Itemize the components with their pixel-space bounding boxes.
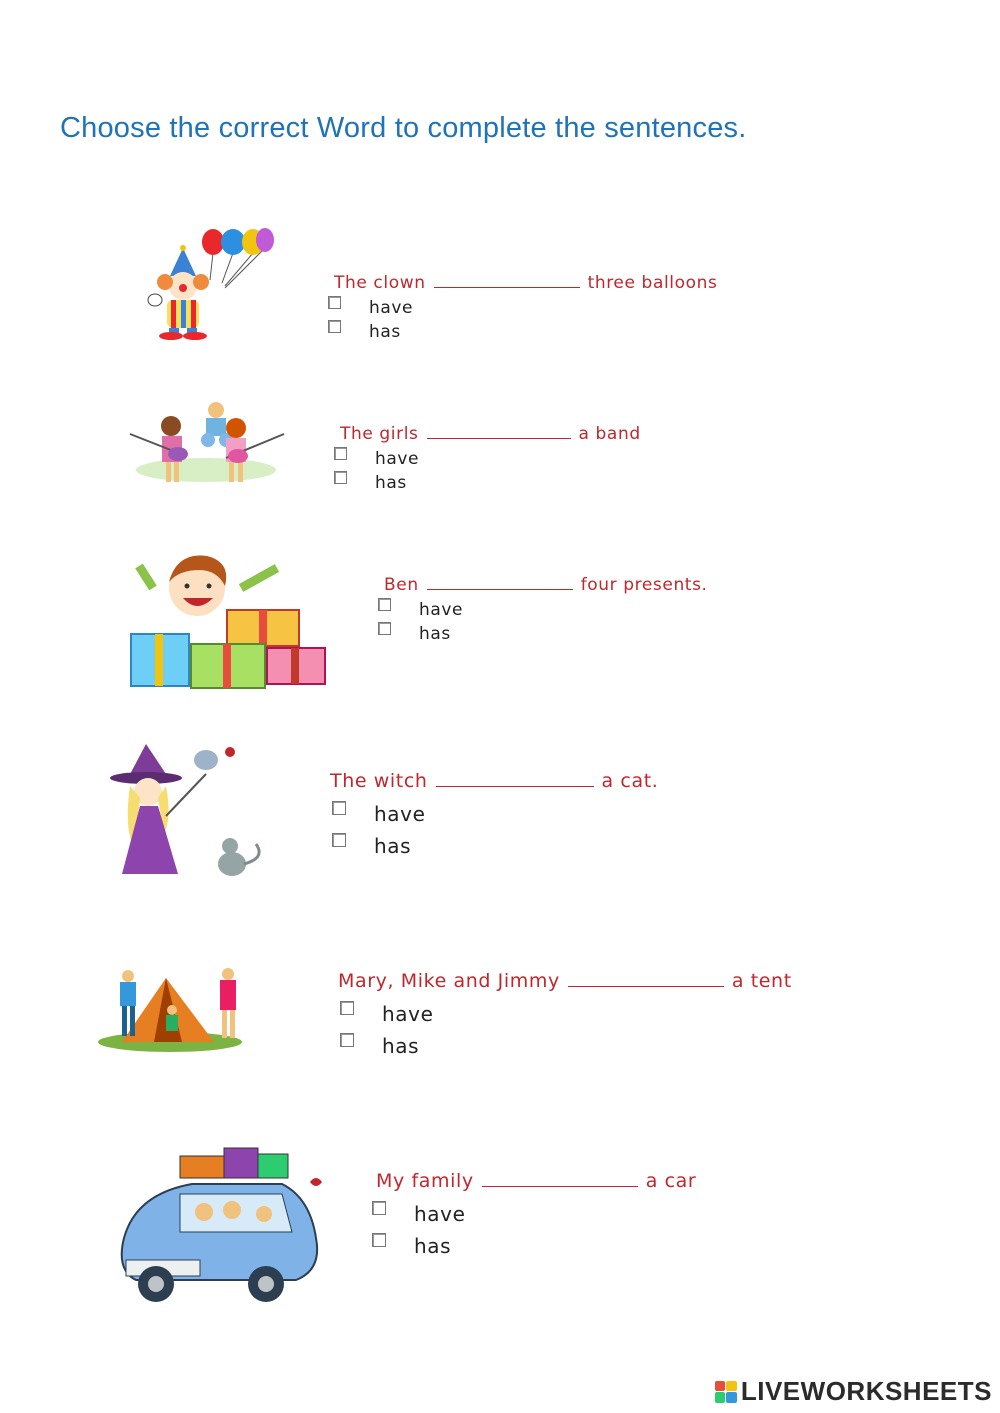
sentence-1 [334,273,717,293]
option-label: have [414,1202,466,1226]
girls-band-icon [126,398,288,490]
page-title: Choose the correct Word to complete the sentences. [60,112,747,144]
option-has[interactable] [334,473,407,493]
sentence-start: The witch [330,770,428,792]
brand-footer [715,1376,992,1407]
option-have[interactable] [334,449,419,469]
option-label: have [382,1002,434,1026]
answer-blank [434,273,580,288]
family-car-icon [96,1138,328,1308]
sentence-end: a car [645,1170,697,1192]
option-label: have [374,802,426,826]
option-label: has [382,1034,420,1058]
clown-icon [125,228,275,340]
option-has[interactable] [328,322,401,342]
sentence-end: four presents. [580,575,708,595]
option-has[interactable] [378,624,451,644]
answer-blank [436,772,594,787]
option-label: have [375,449,420,469]
checkbox[interactable] [334,471,347,484]
brand-name: LIVEWORKSHEETS [740,1376,992,1406]
family-tent-icon [98,962,244,1054]
option-label: has [419,624,451,644]
checkbox[interactable] [340,1033,354,1047]
option-have[interactable] [328,298,413,318]
checkbox[interactable] [372,1201,386,1215]
boy-presents-icon [127,548,329,690]
option-have[interactable] [340,1002,433,1026]
checkbox[interactable] [378,622,391,635]
sentence-start: Ben [384,575,419,595]
option-has[interactable] [372,1234,451,1258]
option-label: has [374,834,412,858]
checkbox[interactable] [378,598,391,611]
option-have[interactable] [372,1202,465,1226]
sentence-2 [340,424,641,444]
option-label: have [419,600,464,620]
sentence-end: three balloons [587,273,718,293]
option-label: has [375,473,407,493]
option-have[interactable] [378,600,463,620]
sentence-4 [330,770,658,792]
answer-blank [427,424,571,439]
checkbox[interactable] [372,1233,386,1247]
checkbox[interactable] [340,1001,354,1015]
sentence-end: a tent [731,970,792,992]
checkbox[interactable] [328,320,341,333]
witch-cat-icon [106,738,270,884]
checkbox[interactable] [334,447,347,460]
sentence-3 [384,575,708,595]
sentence-5 [338,970,792,992]
sentence-start: Mary, Mike and Jimmy [338,970,560,992]
sentence-start: The girls [340,424,419,444]
answer-blank [482,1172,638,1187]
checkbox[interactable] [332,801,346,815]
option-has[interactable] [332,834,411,858]
sentence-end: a band [578,424,641,444]
sentence-start: My family [376,1170,474,1192]
answer-blank [427,575,573,590]
option-have[interactable] [332,802,425,826]
option-has[interactable] [340,1034,419,1058]
option-label: has [414,1234,452,1258]
sentence-start: The clown [334,273,426,293]
option-label: has [369,322,401,342]
answer-blank [568,972,724,987]
checkbox[interactable] [328,296,341,309]
checkbox[interactable] [332,833,346,847]
sentence-end: a cat. [601,770,659,792]
liveworksheets-logo-icon [715,1381,737,1403]
option-label: have [369,298,414,318]
sentence-6 [376,1170,696,1192]
